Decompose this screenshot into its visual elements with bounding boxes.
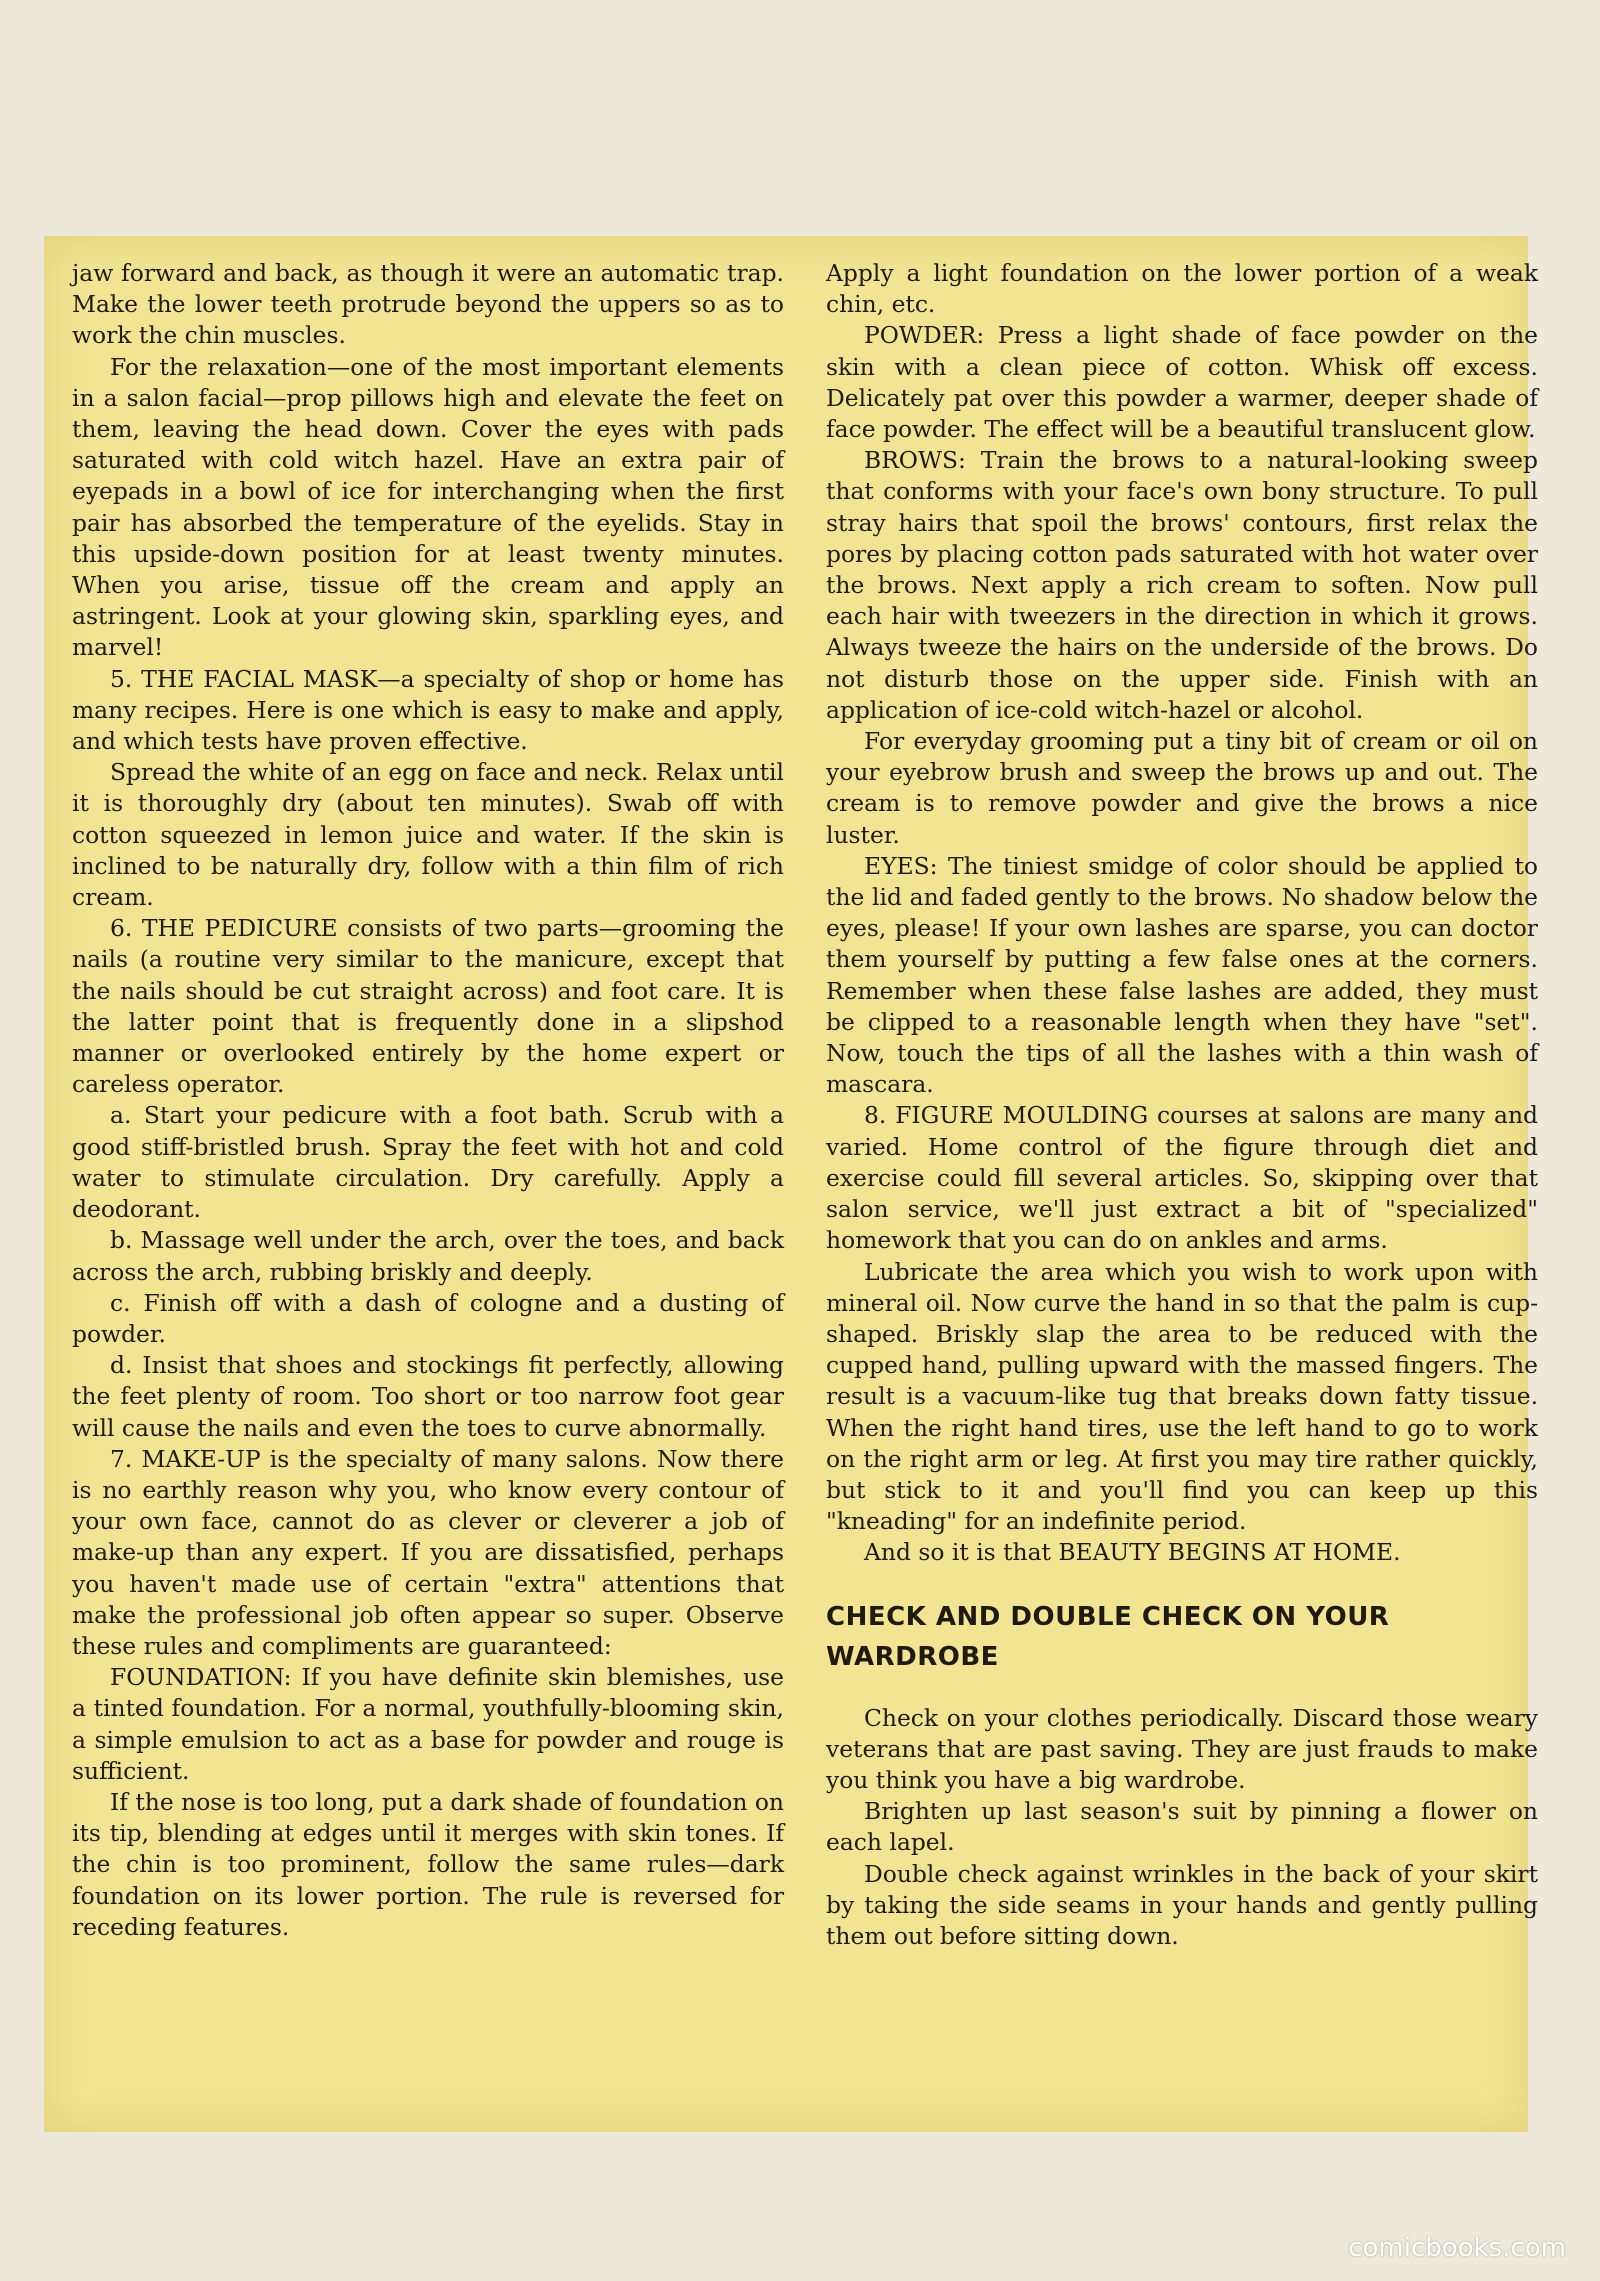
paragraph: For the relaxation—one of the most important elements in a salon facial—prop pillows high and elevate the feet on them, leaving the head down. Cover the eyes with pads saturated with cold witch hazel. Have an extra pair of eyepads in a bowl of ice for interchanging when the first pair has absorbed the temperature of the eyelids. Stay in this upside-down position for at least twenty minutes. When you arise, tissue off the cream and apply an astringent. Look at your glowing skin, sparkling eyes, and marvel! <box>72 352 784 662</box>
paragraph: Spread the white of an egg on face and neck. Relax until it is thoroughly dry (about ten minutes). Swab off with cotton squeezed in lemon juice and water. If the skin is inclined to be naturally dry, follow with a thin film of rich cream. <box>72 758 784 912</box>
right-column <box>826 258 1538 1952</box>
paragraph: If the nose is too long, put a dark shade of foundation on its tip, blending at edges until it merges with skin tones. If the chin is too prominent, follow the same rules—dark foundation on its lower portion. The rule is reversed for receding features. <box>72 1787 784 1941</box>
paragraph: 5. THE FACIAL MASK—a specialty of shop or home has many recipes. Here is one which is easy to make and apply, and which tests have proven effective. <box>72 664 784 756</box>
paragraph: c. Finish off with a dash of cologne and a dusting of powder. <box>72 1288 784 1348</box>
paragraph: 8. FIGURE MOULDING courses at salons are many and varied. Home control of the figure through diet and exercise could fill several articles. So, skipping over that salon service, we'll just extract a bit of "specialized" homework that you can do on ankles and arms. <box>826 1101 1538 1255</box>
left-column <box>72 258 784 1943</box>
paragraph: jaw forward and back, as though it were an automatic trap. Make the lower teeth protrude beyond the uppers so as to work the chin muscles. <box>72 259 784 350</box>
paragraph: Check on your clothes periodically. Discard those weary veterans that are past saving. They are just frauds to make you think you have a big wardrobe. <box>826 1703 1538 1794</box>
paragraph: 6. THE PEDICURE consists of two parts—grooming the nails (a routine very similar to the manicure, except that the nails should be cut straight across) and foot care. It is the latter point that is frequently done in a slipshod manner or overlooked entirely by the home expert or careless operator. <box>72 914 784 1099</box>
paragraph: a. Start your pedicure with a foot bath. Scrub with a good stiff-bristled brush. Spray the feet with hot and cold water to stimulate circulation. Dry carefully. Apply a deodorant. <box>72 1101 784 1224</box>
paragraph: Double check against wrinkles in the back of your skirt by taking the side seams in your hands and gently pulling them out before sitting down. <box>826 1859 1538 1950</box>
paragraph: 7. MAKE-UP is the specialty of many salons. Now there is no earthly reason why you, who know every contour of your own face, cannot do as clever or cleverer a job of make-up than any expert. If you are dissatisfied, perhaps you haven't made use of certain "extra" attentions that make the professional job often appear so super. Observe these rules and compliments are guaranteed: <box>72 1444 784 1660</box>
paragraph: FOUNDATION: If you have definite skin blemishes, use a tinted foundation. For a normal, youthfully-blooming skin, a simple emulsion to act as a base for powder and rouge is sufficient. <box>72 1663 784 1785</box>
paragraph: EYES: The tiniest smidge of color should be applied to the lid and faded gently to the brows. No shadow below the eyes, please! If your own lashes are sparse, you can doctor them yourself by putting a few false ones at the corners. Remember when these false lashes are added, they must be clipped to a reasonable length when they have "set". Now, touch the tips of all the lashes with a thin wash of mascara. <box>826 851 1538 1099</box>
paragraph: POWDER: Press a light shade of face powder on the skin with a clean piece of cotton. Whisk off excess. Delicately pat over this powder a warmer, deeper shade of face powder. The effect will be a beautiful translucent glow. <box>826 321 1538 444</box>
paragraph: BROWS: Train the brows to a natural-looking sweep that conforms with your face's own bony structure. To pull stray hairs that spoil the brows' contours, first relax the pores by placing cotton pads saturated with hot water over the brows. Next apply a rich cream to soften. Now pull each hair with tweezers in the direction in which it grows. Always tweeze the hairs on the underside of the brows. Do not disturb those on the upper side. Finish with an application of ice-cold witch-hazel or alcohol. <box>826 446 1538 724</box>
paragraph: For everyday grooming put a tiny bit of cream or oil on your eyebrow brush and sweep the brows up and out. The cream is to remove powder and give the brows a nice luster. <box>826 727 1538 849</box>
paragraph: d. Insist that shoes and stockings fit perfectly, allowing the feet plenty of room. Too short or too narrow foot gear will cause the nails and even the toes to curve abnormally. <box>72 1351 784 1442</box>
paragraph: And so it is that BEAUTY BEGINS AT HOME. <box>864 1538 1401 1567</box>
paragraph: b. Massage well under the arch, over the toes, and back across the arch, rubbing briskly and deeply. <box>72 1226 784 1286</box>
paragraph: Brighten up last season's suit by pinning a flower on each lapel. <box>826 1797 1538 1857</box>
watermark: comicbooks.com <box>1348 2233 1566 2263</box>
paragraph: Lubricate the area which you wish to work upon with mineral oil. Now curve the hand in so that the palm is cup-shaped. Briskly slap the area to be reduced with the cupped hand, pulling upward with the massed fingers. The result is a vacuum-like tug that breaks down fatty tissue. When the right hand tires, use the left hand to go to work on the right arm or leg. At first you may tire rather quickly, but stick to it and you'll find you can keep up this "kneading" for an indefinite period. <box>826 1257 1538 1536</box>
wardrobe-heading: CHECK AND DOUBLE CHECK ON YOUR WARDROBE <box>826 1601 1390 1672</box>
paragraph: Apply a light foundation on the lower portion of a weak chin, etc. <box>826 259 1538 319</box>
